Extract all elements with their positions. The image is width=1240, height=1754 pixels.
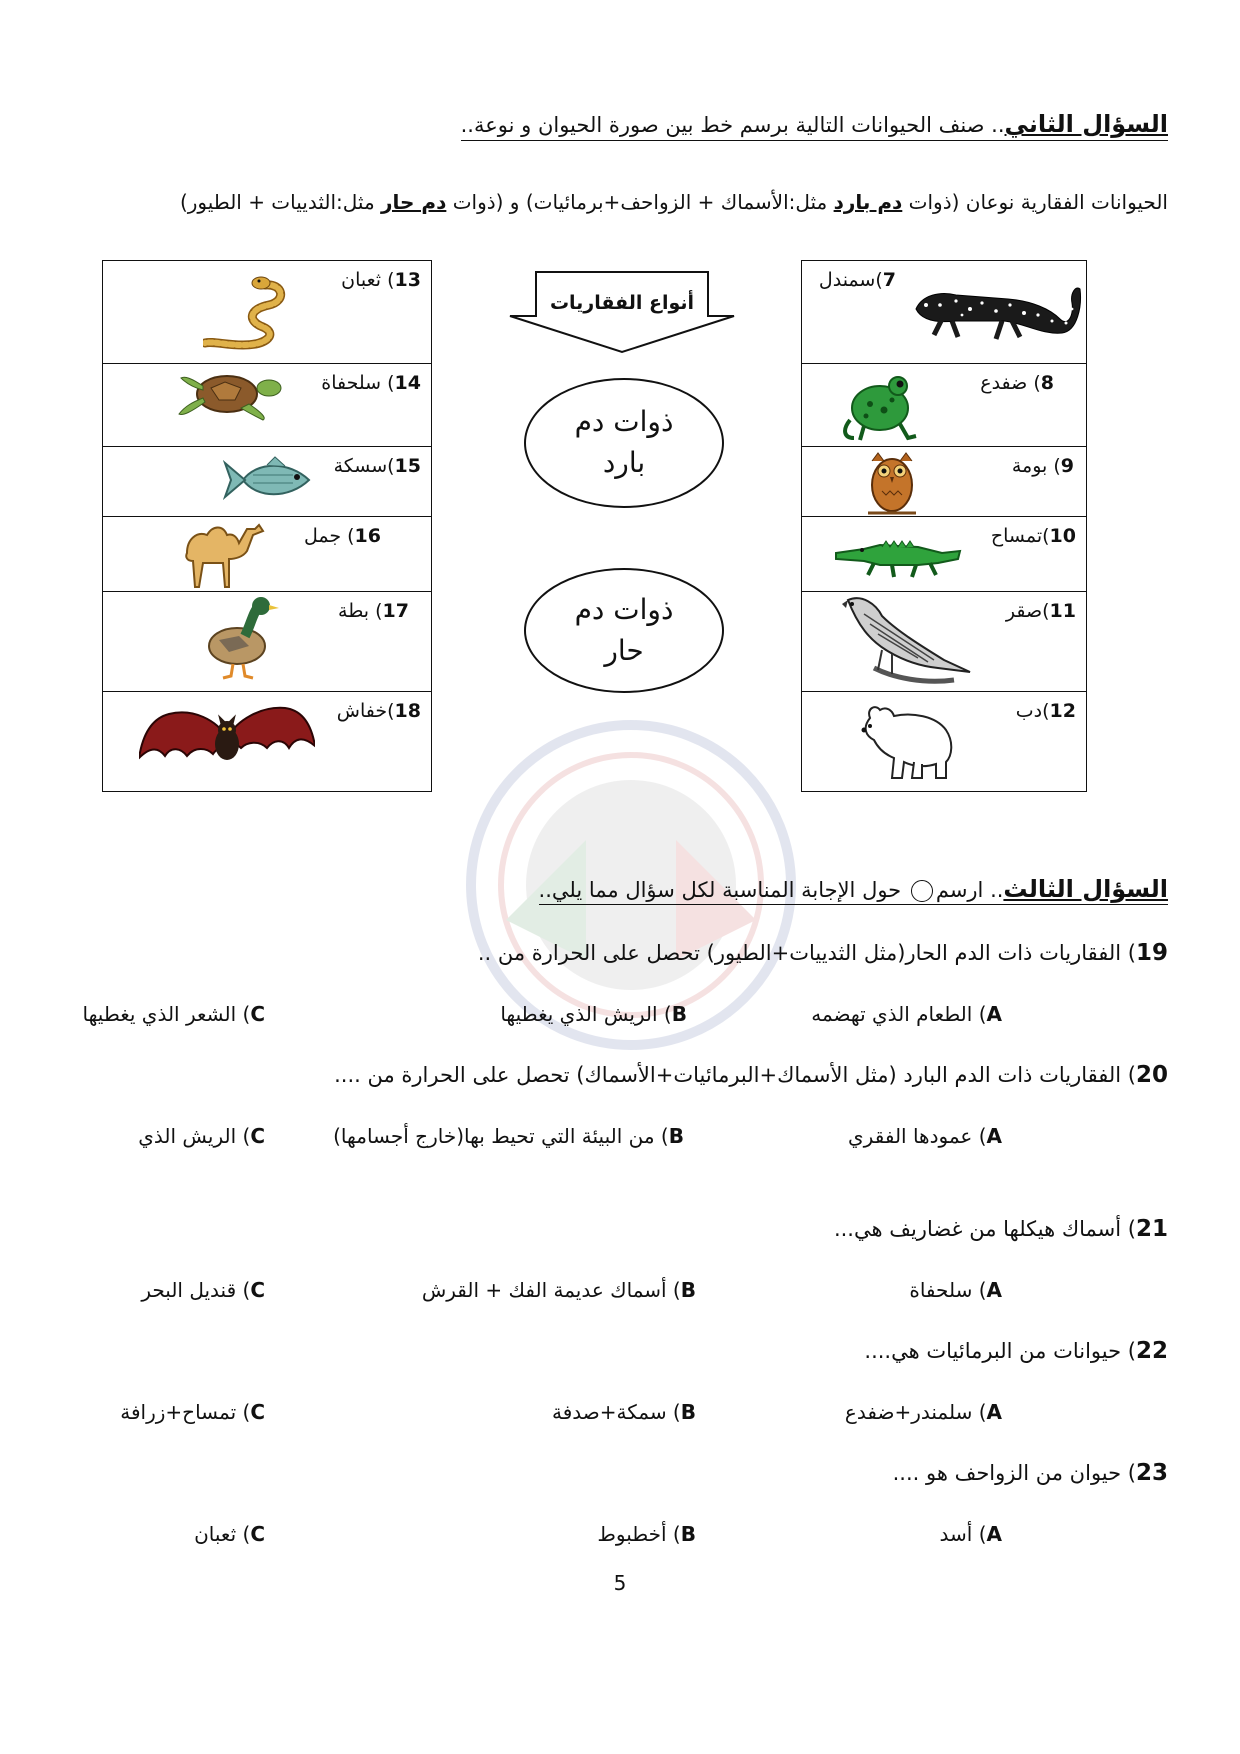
intro-cold-blood: دم بارد <box>833 190 903 214</box>
intro-part-3: مثل:الثدييات + الطيور) <box>179 190 382 214</box>
animal-label: 10)تمساح <box>990 525 1076 547</box>
table-row <box>802 363 1086 446</box>
q2-intro <box>180 190 1168 214</box>
q3-title <box>539 875 1168 903</box>
option-c[interactable]: C) تمساح+زرافة <box>120 1400 265 1424</box>
intro-part-1: الحيوانات الفقارية نوعان (ذوات <box>902 190 1168 214</box>
option-b[interactable]: B) سمكة+صدفة <box>551 1400 696 1424</box>
option-a[interactable]: A) سلحفاة <box>909 1278 1002 1302</box>
table-row <box>802 691 1086 793</box>
option-b[interactable]: B) الريش الذي يغطيها <box>500 1002 687 1026</box>
option-b[interactable]: B) أسماك عديمة الفك + القرش <box>421 1278 696 1302</box>
camel-image <box>173 517 265 591</box>
table-row <box>103 516 431 591</box>
option-c[interactable]: C) الشعر الذي يغطيها <box>82 1002 265 1026</box>
intro-warm-blood: دم حار <box>381 190 447 214</box>
duck-image <box>199 596 281 682</box>
option-a[interactable]: A) أسد <box>939 1522 1002 1546</box>
table-row <box>802 591 1086 691</box>
q3-title-rest2: حول الإجابة المناسبة لكل سؤال مما يلي.. <box>538 878 908 902</box>
animal-label: 16) جمل <box>303 525 381 547</box>
option-c[interactable]: C) قنديل البحر <box>141 1278 265 1302</box>
option-a[interactable]: A) الطعام الذي تهضمه <box>811 1002 1002 1026</box>
left-animal-table <box>102 260 432 792</box>
option-c[interactable]: C) الريش الذي <box>138 1124 265 1148</box>
frog-image <box>840 370 920 442</box>
animal-label: 13) ثعبان <box>341 269 421 291</box>
warm-blooded-label: ذوات دم حار <box>574 592 674 667</box>
falcon-image <box>834 594 974 688</box>
animal-label: 12)دب <box>1015 700 1076 722</box>
page-number: 5 <box>613 1571 627 1595</box>
question-19: 19) الفقاريات ذات الدم الحار(مثل الثدييات+الطيور) تحصل على الحرارة من .. <box>477 940 1168 966</box>
question-22: 22) حيوانات من البرمائيات هي.... <box>864 1338 1168 1364</box>
table-row <box>103 261 431 363</box>
option-c[interactable]: C) ثعبان <box>194 1522 265 1546</box>
question-21: 21) أسماك هيكلها من غضاريف هي... <box>833 1216 1168 1242</box>
option-b[interactable]: B) أخطبوط <box>597 1522 696 1546</box>
question-23: 23) حيوان من الزواحف هو .... <box>892 1460 1168 1486</box>
snake-image <box>203 269 303 351</box>
table-row <box>103 446 431 516</box>
vertebrate-types-arrow <box>508 270 736 354</box>
bat-image <box>139 698 315 778</box>
right-animal-table <box>801 260 1087 792</box>
animal-label: 17) بطة <box>338 600 409 622</box>
option-b[interactable]: B) من البيئة التي تحيط بها(خارج أجسامها) <box>333 1124 684 1148</box>
fish-image <box>223 453 315 507</box>
table-row <box>103 591 431 691</box>
cold-blooded-label: ذوات دم بارد <box>574 405 674 479</box>
crocodile-image <box>834 533 962 579</box>
q2-title-rest: .. صنف الحيوانات التالية برسم خط بين صورة الحيوان و نوعة.. <box>460 113 1005 137</box>
arrow-label: أنواع الفقاريات <box>549 292 695 314</box>
animal-label: 8) ضفدع <box>980 372 1054 394</box>
animal-label: 18)خفاش <box>336 700 421 722</box>
salamander-image <box>912 265 1082 345</box>
animal-label: 11)صقر <box>1005 600 1076 622</box>
owl-image <box>864 451 920 517</box>
circle-icon <box>911 880 933 902</box>
warm-blooded-ellipse <box>524 568 724 693</box>
q2-title-bold: السؤال الثاني <box>1004 110 1168 138</box>
q3-title-rest: .. ارسم <box>935 878 1004 902</box>
table-row <box>103 363 431 446</box>
turtle-image <box>175 366 287 426</box>
table-row <box>802 261 1086 363</box>
bear-image <box>856 700 956 782</box>
q2-title <box>461 110 1168 138</box>
table-row <box>802 516 1086 591</box>
question-20: 20) الفقاريات ذات الدم البارد (مثل الأسماك+البرمائيات+الأسماك) تحصل على الحرارة من .... <box>334 1062 1168 1088</box>
option-a[interactable]: A) سلمندر+ضفدع <box>844 1400 1002 1424</box>
animal-label: 14) سلحفاة <box>321 372 421 394</box>
animal-label: 7)سمندل <box>818 269 896 291</box>
table-row <box>802 446 1086 516</box>
animal-label: 9) بومة <box>1011 455 1074 477</box>
intro-part-2: مثل:الأسماك + الزواحف+برمائيات) و (ذوات <box>446 190 834 214</box>
cold-blooded-ellipse <box>524 378 724 508</box>
q3-title-bold: السؤال الثالث <box>1003 875 1168 903</box>
option-a[interactable]: A) عمودها الفقري <box>848 1124 1002 1148</box>
table-row <box>103 691 431 793</box>
animal-label: 15)سسكة <box>333 455 421 477</box>
